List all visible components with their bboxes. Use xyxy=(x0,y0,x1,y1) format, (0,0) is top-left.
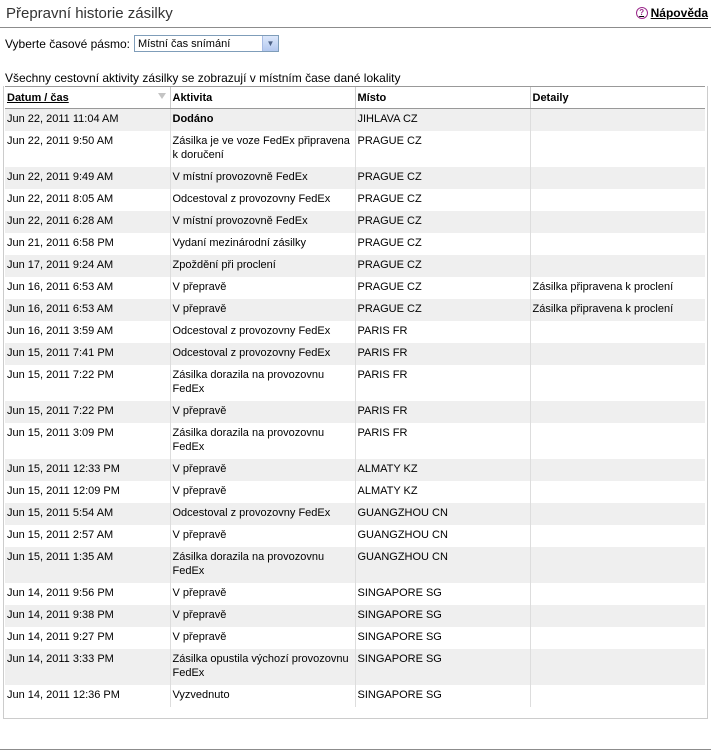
cell-location: PARIS FR xyxy=(355,423,530,459)
cell-activity: V přepravě xyxy=(170,459,355,481)
cell-activity: Odcestoval z provozovny FedEx xyxy=(170,189,355,211)
column-header-datetime[interactable]: Datum / čas xyxy=(5,87,170,109)
timezone-select[interactable] xyxy=(134,35,279,52)
cell-details xyxy=(530,167,705,189)
cell-activity: Zpoždění při proclení xyxy=(170,255,355,277)
cell-datetime: Jun 14, 2011 3:33 PM xyxy=(5,649,170,685)
cell-datetime: Jun 15, 2011 7:22 PM xyxy=(5,401,170,423)
table-row xyxy=(5,423,705,459)
cell-details xyxy=(530,481,705,503)
cell-location: SINGAPORE SG xyxy=(355,685,530,707)
cell-datetime: Jun 22, 2011 8:05 AM xyxy=(5,189,170,211)
cell-activity: V přepravě xyxy=(170,525,355,547)
cell-location: GUANGZHOU CN xyxy=(355,503,530,525)
table-row xyxy=(5,321,705,343)
cell-datetime: Jun 14, 2011 12:36 PM xyxy=(5,685,170,707)
table-row xyxy=(5,401,705,423)
cell-datetime: Jun 15, 2011 5:54 AM xyxy=(5,503,170,525)
page-title: Přepravní historie zásilky xyxy=(6,5,173,22)
cell-location: GUANGZHOU CN xyxy=(355,547,530,583)
cell-datetime: Jun 22, 2011 9:49 AM xyxy=(5,167,170,189)
cell-activity: V přepravě xyxy=(170,583,355,605)
cell-activity: Zásilka je ve voze FedEx připravena k doručení xyxy=(170,131,355,167)
cell-activity: V přepravě xyxy=(170,401,355,423)
timezone-note: Všechny cestovní aktivity zásilky se zobrazují v místním čase dané lokality xyxy=(5,71,401,85)
cell-datetime: Jun 14, 2011 9:27 PM xyxy=(5,627,170,649)
cell-location: PARIS FR xyxy=(355,365,530,401)
cell-activity: V místní provozovně FedEx xyxy=(170,167,355,189)
cell-location: SINGAPORE SG xyxy=(355,605,530,627)
cell-details xyxy=(530,343,705,365)
cell-details xyxy=(530,423,705,459)
cell-location: GUANGZHOU CN xyxy=(355,525,530,547)
table-body xyxy=(5,109,705,708)
cell-details xyxy=(530,605,705,627)
cell-location: JIHLAVA CZ xyxy=(355,109,530,132)
table-row xyxy=(5,365,705,401)
table-row xyxy=(5,649,705,685)
cell-datetime: Jun 15, 2011 1:35 AM xyxy=(5,547,170,583)
footer-divider xyxy=(0,749,711,750)
cell-details xyxy=(530,131,705,167)
cell-details xyxy=(530,233,705,255)
cell-details xyxy=(530,459,705,481)
cell-datetime: Jun 16, 2011 6:53 AM xyxy=(5,277,170,299)
cell-location: ALMATY KZ xyxy=(355,481,530,503)
cell-location: SINGAPORE SG xyxy=(355,583,530,605)
cell-activity: V přepravě xyxy=(170,605,355,627)
cell-details: Zásilka připravena k proclení xyxy=(530,277,705,299)
cell-details xyxy=(530,649,705,685)
cell-datetime: Jun 16, 2011 3:59 AM xyxy=(5,321,170,343)
table-row xyxy=(5,189,705,211)
table-row xyxy=(5,167,705,189)
table-row xyxy=(5,503,705,525)
cell-datetime: Jun 15, 2011 12:09 PM xyxy=(5,481,170,503)
cell-location: SINGAPORE SG xyxy=(355,649,530,685)
sort-arrow-icon[interactable] xyxy=(158,93,166,99)
timezone-row xyxy=(5,35,279,52)
cell-details xyxy=(530,321,705,343)
cell-location: ALMATY KZ xyxy=(355,459,530,481)
table-row xyxy=(5,299,705,321)
cell-details xyxy=(530,109,705,132)
cell-location: PRAGUE CZ xyxy=(355,299,530,321)
help-icon: ? xyxy=(636,7,648,19)
cell-details xyxy=(530,627,705,649)
cell-activity: V přepravě xyxy=(170,277,355,299)
cell-datetime: Jun 15, 2011 2:57 AM xyxy=(5,525,170,547)
cell-datetime: Jun 22, 2011 9:50 AM xyxy=(5,131,170,167)
travel-history-table xyxy=(5,86,705,707)
table-row xyxy=(5,255,705,277)
table-row xyxy=(5,277,705,299)
table-row xyxy=(5,583,705,605)
cell-location: PRAGUE CZ xyxy=(355,189,530,211)
cell-datetime: Jun 14, 2011 9:56 PM xyxy=(5,583,170,605)
cell-location: PRAGUE CZ xyxy=(355,255,530,277)
cell-activity: Dodáno xyxy=(170,109,355,132)
cell-datetime: Jun 17, 2011 9:24 AM xyxy=(5,255,170,277)
cell-location: PRAGUE CZ xyxy=(355,233,530,255)
table-row xyxy=(5,685,705,707)
cell-details xyxy=(530,255,705,277)
cell-details xyxy=(530,583,705,605)
cell-datetime: Jun 21, 2011 6:58 PM xyxy=(5,233,170,255)
cell-activity: Odcestoval z provozovny FedEx xyxy=(170,343,355,365)
table-row xyxy=(5,233,705,255)
table-header-row xyxy=(5,87,705,109)
column-header-activity: Aktivita xyxy=(170,87,355,109)
cell-activity: V přepravě xyxy=(170,481,355,503)
cell-location: PRAGUE CZ xyxy=(355,277,530,299)
cell-details: Zásilka připravena k proclení xyxy=(530,299,705,321)
cell-datetime: Jun 15, 2011 3:09 PM xyxy=(5,423,170,459)
cell-activity: Zásilka opustila výchozí provozovnu FedEx xyxy=(170,649,355,685)
cell-location: PRAGUE CZ xyxy=(355,211,530,233)
cell-location: PRAGUE CZ xyxy=(355,131,530,167)
cell-activity: Zásilka dorazila na provozovnu FedEx xyxy=(170,547,355,583)
table-row xyxy=(5,459,705,481)
cell-details xyxy=(530,211,705,233)
cell-details xyxy=(530,401,705,423)
cell-activity: Zásilka dorazila na provozovnu FedEx xyxy=(170,423,355,459)
cell-activity: V přepravě xyxy=(170,299,355,321)
cell-location: PARIS FR xyxy=(355,343,530,365)
cell-activity: Odcestoval z provozovny FedEx xyxy=(170,503,355,525)
cell-details xyxy=(530,503,705,525)
cell-details xyxy=(530,189,705,211)
cell-activity: Zásilka dorazila na provozovnu FedEx xyxy=(170,365,355,401)
cell-activity: Vydaní mezinárodní zásilky xyxy=(170,233,355,255)
column-header-details: Detaily xyxy=(530,87,705,109)
cell-details xyxy=(530,365,705,401)
table-row xyxy=(5,109,705,132)
timezone-label: Vyberte časové pásmo: xyxy=(5,36,130,51)
cell-location: PRAGUE CZ xyxy=(355,167,530,189)
cell-location: SINGAPORE SG xyxy=(355,627,530,649)
cell-location: PARIS FR xyxy=(355,321,530,343)
cell-datetime: Jun 16, 2011 6:53 AM xyxy=(5,299,170,321)
cell-datetime: Jun 15, 2011 7:22 PM xyxy=(5,365,170,401)
chevron-down-icon[interactable]: ▼ xyxy=(262,36,278,51)
cell-activity: Odcestoval z provozovny FedEx xyxy=(170,321,355,343)
help-label: Nápověda xyxy=(650,6,708,20)
table-row xyxy=(5,627,705,649)
cell-details xyxy=(530,547,705,583)
cell-datetime: Jun 15, 2011 12:33 PM xyxy=(5,459,170,481)
column-header-location: Místo xyxy=(355,87,530,109)
cell-details xyxy=(530,685,705,707)
table-row xyxy=(5,605,705,627)
page-header xyxy=(0,0,711,28)
table-row xyxy=(5,343,705,365)
help-link[interactable] xyxy=(636,6,708,20)
table-row xyxy=(5,211,705,233)
cell-datetime: Jun 14, 2011 9:38 PM xyxy=(5,605,170,627)
cell-datetime: Jun 15, 2011 7:41 PM xyxy=(5,343,170,365)
cell-datetime: Jun 22, 2011 6:28 AM xyxy=(5,211,170,233)
cell-datetime: Jun 22, 2011 11:04 AM xyxy=(5,109,170,132)
cell-details xyxy=(530,525,705,547)
cell-activity: V přepravě xyxy=(170,627,355,649)
table-row xyxy=(5,481,705,503)
cell-activity: V místní provozovně FedEx xyxy=(170,211,355,233)
table-row xyxy=(5,525,705,547)
cell-location: PARIS FR xyxy=(355,401,530,423)
table-row xyxy=(5,131,705,167)
cell-activity: Vyzvednuto xyxy=(170,685,355,707)
timezone-selected-value: Místní čas snímání xyxy=(137,37,231,50)
table-row xyxy=(5,547,705,583)
